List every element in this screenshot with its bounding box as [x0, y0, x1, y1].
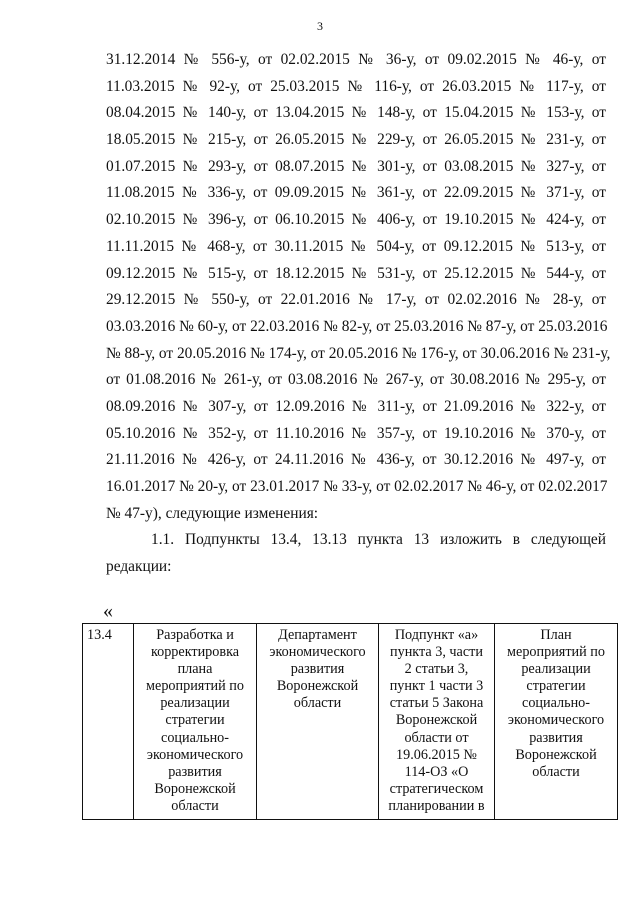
body-line: 16.01.2017 № 20-у, от 23.01.2017 № 33-у, от 02.02.2017 № 46-у, от 02.02.2017	[106, 478, 608, 495]
body-line: от 01.08.2016 № 261-у, от 03.08.2016 № 267-у, от 30.08.2016 № 295-у, от	[106, 371, 606, 389]
body-line: 03.03.2016 № 60-у, от 22.03.2016 № 82-у, от 25.03.2016 № 87-у, от 25.03.2016	[106, 317, 608, 335]
body-line: 31.12.2014 № 556-у, от 02.02.2015 № 36-у, от 09.02.2015 № 46-у, от	[106, 51, 606, 68]
table-row	[83, 624, 618, 820]
document-body	[106, 47, 611, 581]
body-line: 09.12.2015 № 515-у, от 18.12.2015 № 531-у, от 25.12.2015 № 544-у, от	[106, 264, 606, 282]
body-line: 11.11.2015 № 468-у, от 30.11.2015 № 504-у, от 09.12.2015 № 513-у, от	[106, 237, 606, 255]
body-line: 29.12.2015 № 550-у, от 22.01.2016 № 17-у, от 02.02.2016 № 28-у, от	[106, 291, 606, 309]
cell-responsible	[257, 624, 379, 820]
body-line: 11.08.2015 № 336-у, от 09.09.2015 № 361-у, от 22.09.2015 № 371-у, от	[106, 184, 606, 202]
body-line: 18.05.2015 № 215-у, от 26.05.2015 № 229-у, от 26.05.2015 № 231-у, от	[106, 131, 606, 149]
cell-activity-text: Разработка и корректировка плана мероприятий по реализации стратегии социально- экономического развития Воронежской области	[146, 627, 244, 814]
cell-responsible-text: Департамент экономического развития Воронежской области	[269, 627, 366, 712]
paragraph-line: 1.1. Подпункты 13.4, 13.13 пункта 13 изложить в следующей	[151, 531, 606, 549]
cell-number-text: 13.4	[87, 627, 112, 643]
paragraph-line: редакции:	[106, 558, 172, 576]
page-number: 3	[317, 19, 323, 33]
cell-basis-text: Подпункт «а» пункта 3, части 2 статьи 3, пункт 1 части 3 статьи 5 Закона Воронежской области от 19.06.2015 № 114-ОЗ «О стратегическом планировании в	[388, 627, 485, 814]
body-line: 21.11.2016 № 426-у, от 24.11.2016 № 436-у, от 30.12.2016 № 497-у, от	[106, 451, 606, 469]
body-line: 11.03.2015 № 92-у, от 25.03.2015 № 116-у, от 26.03.2015 № 117-у, от	[106, 77, 606, 95]
cell-result	[495, 624, 618, 820]
body-line: 01.07.2015 № 293-у, от 08.07.2015 № 301-у, от 03.08.2015 № 327-у, от	[106, 157, 606, 175]
body-line: 02.10.2015 № 396-у, от 06.10.2015 № 406-у, от 19.10.2015 № 424-у, от	[106, 211, 606, 229]
cell-activity	[134, 624, 257, 820]
body-line: 08.04.2015 № 140-у, от 13.04.2015 № 148-у, от 15.04.2015 № 153-у, от	[106, 104, 606, 122]
cell-result-text: План мероприятий по реализации стратегии социально- экономического развития Воронежской области	[507, 627, 605, 780]
body-line: № 47-у), следующие изменения:	[106, 504, 319, 522]
cell-basis	[379, 624, 495, 820]
opening-quote-mark: «	[103, 600, 113, 622]
body-line: № 88-у, от 20.05.2016 № 174-у, от 20.05.2016 № 176-у, от 30.06.2016 № 231-у,	[106, 344, 611, 362]
plan-table	[82, 623, 618, 820]
body-line: 05.10.2016 № 352-у, от 11.10.2016 № 357-у, от 19.10.2016 № 370-у, от	[106, 424, 606, 442]
cell-number	[83, 624, 134, 820]
body-line: 08.09.2016 № 307-у, от 12.09.2016 № 311-у, от 21.09.2016 № 322-у, от	[106, 397, 606, 415]
